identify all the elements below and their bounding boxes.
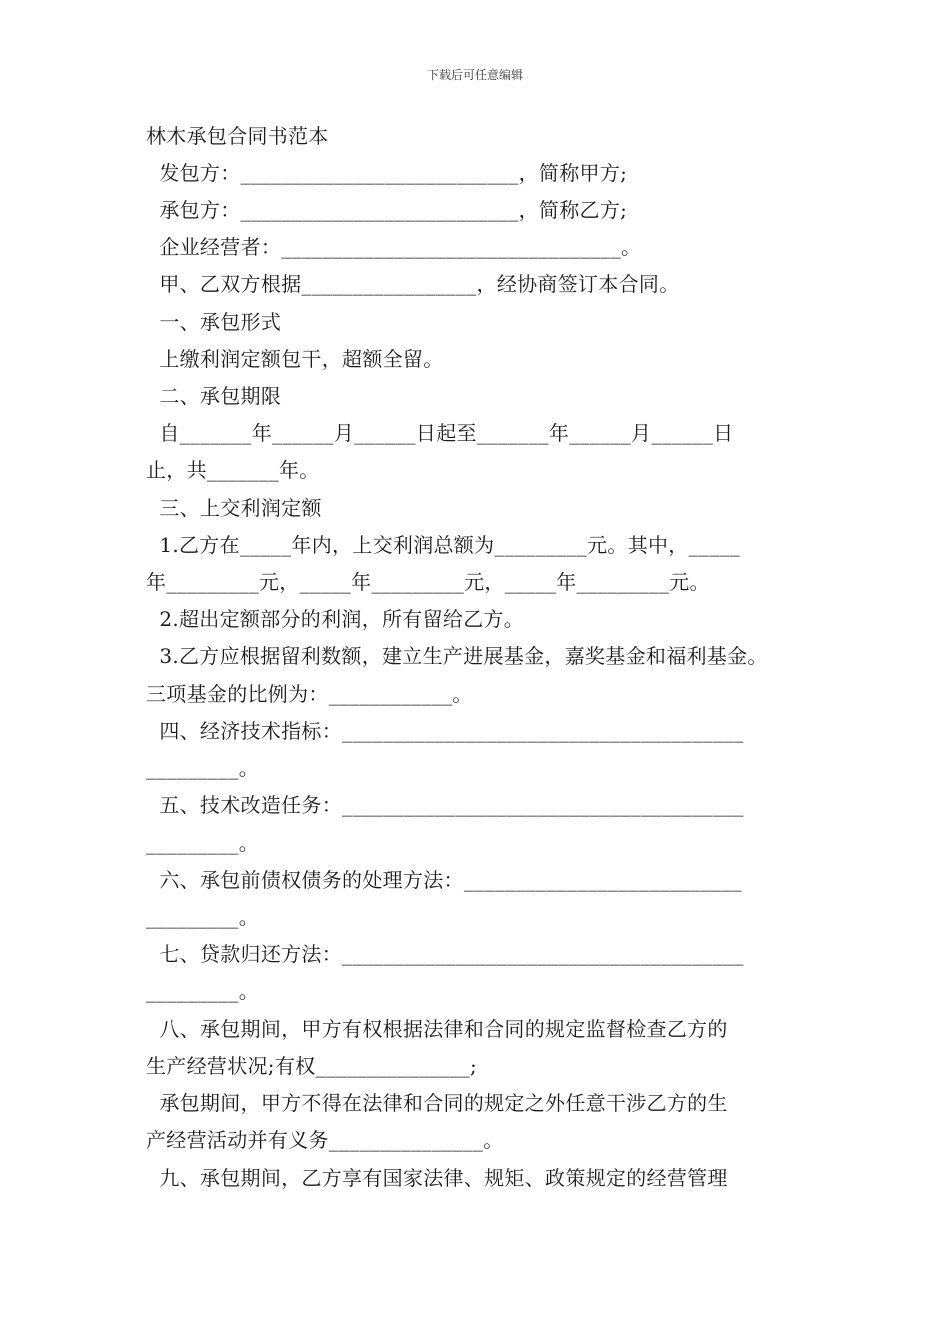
section-2-text-2: 止，共_______年。 xyxy=(146,458,320,482)
party-b-line: 承包方：___________________________，简称乙方; xyxy=(146,198,628,222)
section-4-line-1: 四、经济技术指标：_______________________________________ xyxy=(146,719,744,743)
operator-line: 企业经营者：_________________________________。 xyxy=(146,235,642,259)
section-2-text-1: 自_______年______月______日起至_______年______月______日 xyxy=(146,421,734,445)
section-2-heading: 二、承包期限 xyxy=(146,384,282,408)
section-1-heading: 一、承包形式 xyxy=(146,310,282,334)
section-1-text: 上缴利润定额包干，超额全留。 xyxy=(146,347,444,371)
section-3-item-3a: 3.乙方应根据留利数额，建立生产进展基金，嘉奖基金和福利基金。 xyxy=(146,644,768,668)
section-8-line-4: 产经营活动并有义务_______________。 xyxy=(146,1128,504,1152)
section-3-item-1b: 年_________元，_____年_________元，_____年_________元。 xyxy=(146,570,710,594)
section-5-line-1: 五、技术改造任务：_______________________________________ xyxy=(146,793,744,817)
section-8-line-3: 承包期间，甲方不得在法律和合同的规定之外任意干涉乙方的生 xyxy=(146,1091,728,1115)
section-3-heading: 三、上交利润定额 xyxy=(146,496,322,520)
section-3-item-2: 2.超出定额部分的利润，所有留给乙方。 xyxy=(146,607,525,631)
section-8-line-2: 生产经营状况;有权_______________; xyxy=(146,1054,477,1078)
section-3-item-1a: 1.乙方在_____年内，上交利润总额为_________元。其中，_____ xyxy=(146,533,741,557)
section-6-line-2: _________。 xyxy=(146,905,259,929)
doc-title: 林木承包合同书范本 xyxy=(146,124,329,148)
section-8-line-1: 八、承包期间，甲方有权根据法律和合同的规定监督检查乙方的 xyxy=(146,1017,728,1041)
page-header: 下载后可任意编辑 xyxy=(426,68,523,82)
basis-line: 甲、乙双方根据_________________，经协商签订本合同。 xyxy=(146,272,680,296)
party-a-line: 发包方：___________________________，简称甲方; xyxy=(146,161,628,185)
section-5-line-2: _________。 xyxy=(146,831,259,855)
section-9-line-1: 九、承包期间，乙方享有国家法律、规矩、政策规定的经营管理 xyxy=(146,1166,728,1190)
section-6-line-1: 六、承包前债权债务的处理方法：___________________________ xyxy=(146,868,742,892)
section-4-line-2: _________。 xyxy=(146,756,259,780)
section-3-item-3b: 三项基金的比例为：____________。 xyxy=(146,682,473,706)
section-7-line-2: _________。 xyxy=(146,979,259,1003)
section-7-line-1: 七、贷款归还方法：_______________________________________ xyxy=(146,942,744,966)
